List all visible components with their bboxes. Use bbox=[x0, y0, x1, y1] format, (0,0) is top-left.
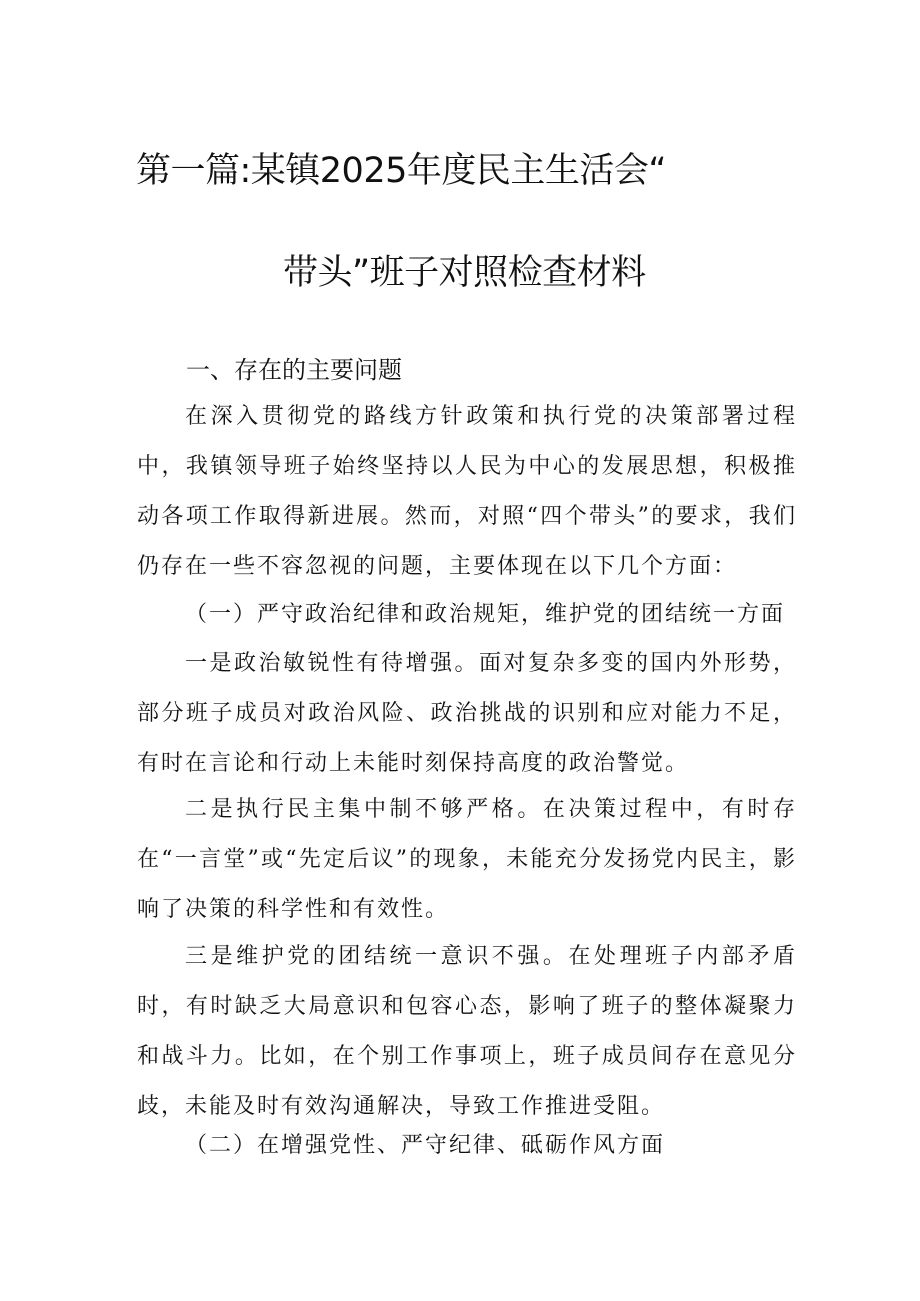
paragraph-party-unity: 三是维护党的团结统一意识不强。在处理班子内部矛盾时，有时缺乏大局意识和包容心态，影响了班子的整体凝聚力和战斗力。比如，在个别工作事项上，班子成员间存在意见分歧，未能及时有效沟通解决，导致工作推进受阻。 bbox=[137, 944, 797, 1119]
section-heading: 一、存在的主要问题 bbox=[186, 356, 402, 384]
document-title-line-1: 第一篇:某镇2025年度民主生活会“ bbox=[136, 151, 666, 191]
paragraph-democratic-centralism: 二是执行民主集中制不够严格。在决策过程中，有时存在“一言堂”或“先定后议”的现象，未能充分发扬党内民主，影响了决策的科学性和有效性。 bbox=[137, 797, 797, 922]
subsection-heading-2: （二）在增强党性、严守纪律、砥砺作风方面 bbox=[185, 1133, 666, 1158]
intro-paragraph: 在深入贯彻党的路线方针政策和执行党的决策部署过程中，我镇领导班子始终坚持以人民为中心的发展思想，积极推动各项工作取得新进展。然而，对照“四个带头”的要求，我们仍存在一些不容忽视的问题，主要体现在以下几个方面： bbox=[137, 404, 797, 579]
subsection-heading-1: （一）严守政治纪律和政治规矩，维护党的团结统一方面 bbox=[185, 602, 786, 627]
document-title-line-2: 带头”班子对照检查材料 bbox=[283, 253, 646, 293]
paragraph-political-sensitivity: 一是政治敏锐性有待增强。面对复杂多变的国内外形势，部分班子成员对政治风险、政治挑战的识别和应对能力不足，有时在言论和行动上未能时刻保持高度的政治警觉。 bbox=[137, 651, 797, 776]
